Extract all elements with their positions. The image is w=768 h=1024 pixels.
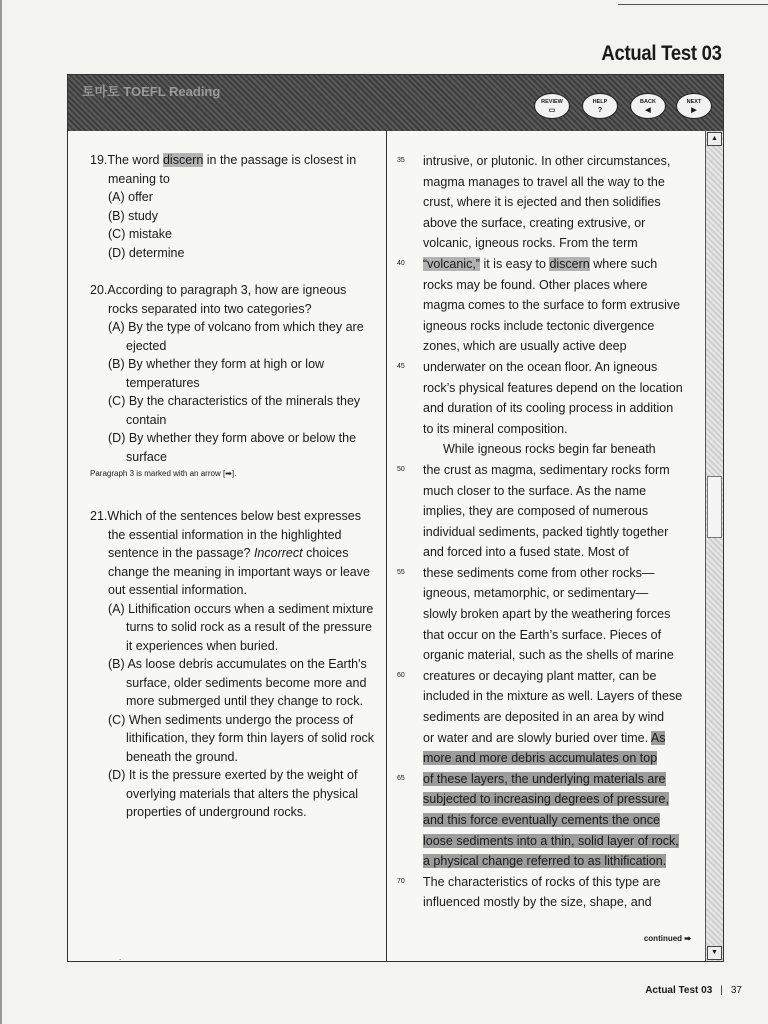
line-number: 60 xyxy=(397,671,405,679)
answer-option-d[interactable]: (D) By whether they form above or below the surface xyxy=(108,431,357,464)
line-text: the crust as magma, sedimentary rocks form xyxy=(423,462,670,477)
stem-text: The word xyxy=(107,153,163,167)
line-text: igneous rocks include tectonic divergence xyxy=(423,318,655,333)
line-number: 45 xyxy=(397,362,405,370)
passage-line xyxy=(387,645,705,666)
stray-dot: . xyxy=(119,953,122,962)
passage-line xyxy=(387,378,705,399)
line-text: to its mineral composition. xyxy=(423,421,568,436)
passage-line xyxy=(387,583,705,604)
line-text: organic material, such as the shells of marine xyxy=(423,648,674,663)
line-text: rock’s physical features depend on the location xyxy=(423,380,683,395)
question-stem xyxy=(90,151,376,188)
passage-line xyxy=(387,892,705,913)
answer-option-d[interactable]: (D) It is the pressure exerted by the weight of overlying materials that alters the physical properties of underground rocks. xyxy=(108,768,359,819)
scroll-down-icon[interactable]: ▼ xyxy=(707,946,722,960)
line-number: 65 xyxy=(397,774,405,782)
highlighted-sentence: more and more debris accumulates on top xyxy=(423,751,658,766)
passage-line xyxy=(387,686,705,707)
passage-line xyxy=(387,522,705,543)
passage-line xyxy=(387,192,705,213)
passage-line xyxy=(387,789,705,810)
paragraph-note: Paragraph 3 is marked with an arrow [➡]. xyxy=(90,469,237,478)
brand-logo: 토마토 TOEFL Reading xyxy=(82,84,221,99)
passage-line xyxy=(387,460,705,481)
line-text: these sediments come from other rocks— xyxy=(423,565,655,580)
test-window xyxy=(67,74,724,962)
answer-option-c[interactable]: (C) By the characteristics of the minerals they contain xyxy=(108,394,361,427)
answer-option-a[interactable]: (A) Lithification occurs when a sediment mixture turns to solid rock as a result of the pressure it experiences when buried. xyxy=(108,601,374,653)
help-icon: ? xyxy=(597,107,603,114)
passage-line xyxy=(387,172,705,193)
next-arrow-icon: ▶ xyxy=(691,107,697,114)
help-label: HELP xyxy=(592,99,608,105)
passage-line xyxy=(387,233,705,254)
scrollbar-thumb[interactable] xyxy=(707,476,722,538)
highlighted-term: discern xyxy=(549,256,590,271)
passage-line xyxy=(387,542,705,563)
highlighted-sentence: a physical change referred to as lithification. xyxy=(423,854,667,869)
review-icon: ▭ xyxy=(548,107,556,114)
answer-option-d[interactable]: (D) determine xyxy=(108,245,185,260)
question-panel xyxy=(68,131,387,961)
passage-line xyxy=(387,439,705,460)
question-20 xyxy=(90,281,376,480)
line-text: influenced mostly by the size, shape, and xyxy=(423,895,652,910)
line-number: 70 xyxy=(397,877,405,885)
line-text: The characteristics of rocks of this type are xyxy=(423,874,661,889)
line-text: crust, where it is ejected and then solidifies xyxy=(423,195,661,210)
back-button[interactable] xyxy=(630,93,666,119)
question-stem xyxy=(90,281,376,318)
passage-line xyxy=(387,604,705,625)
answer-option-c[interactable]: (C) When sediments undergo the process of lithification, they form thin layers of solid rock beneath the ground. xyxy=(108,712,375,764)
line-text: slowly broken apart by the weathering forces xyxy=(423,607,671,622)
passage-line xyxy=(387,769,705,790)
line-text: where such xyxy=(589,256,658,271)
line-text: individual sediments, packed tightly together xyxy=(423,524,669,539)
line-text: creatures or decaying plant matter, can be xyxy=(423,668,657,683)
line-text: While igneous rocks begin far beneath xyxy=(443,442,656,457)
line-text: igneous, metamorphic, or sedimentary— xyxy=(423,586,649,601)
line-text: much closer to the surface. As the name xyxy=(423,483,647,498)
line-number: 55 xyxy=(397,568,405,576)
passage-line xyxy=(387,481,705,502)
highlighted-sentence: of these layers, the underlying materials are xyxy=(423,771,666,786)
answer-option-a[interactable]: (A) offer xyxy=(108,190,153,204)
line-number: 35 xyxy=(397,157,405,164)
passage-line xyxy=(387,357,705,378)
passage-panel xyxy=(387,131,705,961)
line-text: volcanic, igneous rocks. From the term xyxy=(423,236,638,251)
line-text: above the surface, creating extrusive, or xyxy=(423,215,646,230)
stem-text: choices change the meaning in important ways or leave out essential information. xyxy=(108,546,370,597)
passage-line xyxy=(387,336,705,357)
highlighted-sentence: As xyxy=(650,730,666,745)
passage-line xyxy=(387,872,705,893)
highlighted-word: discern xyxy=(162,153,204,167)
highlighted-term: “volcanic,” xyxy=(423,256,480,271)
line-text: that occur on the Earth’s surface. Pieces of xyxy=(423,627,662,642)
passage-line xyxy=(387,851,705,872)
question-21 xyxy=(90,507,376,822)
back-arrow-icon: ◀ xyxy=(645,107,651,114)
passage-line xyxy=(387,254,705,275)
passage-line xyxy=(387,295,705,316)
page-title: Actual Test 03 xyxy=(601,42,722,65)
line-text: underwater on the ocean floor. An igneous xyxy=(423,359,658,374)
passage-text xyxy=(387,151,705,913)
passage-line xyxy=(387,419,705,440)
question-19 xyxy=(90,151,376,262)
line-text: and forced into a fused state. Most of xyxy=(423,545,629,560)
help-button[interactable] xyxy=(582,93,618,119)
review-label: REVIEW xyxy=(541,99,563,105)
line-text: rocks may be found. Other places where xyxy=(423,277,648,292)
line-text: magma comes to the surface to form extrusive xyxy=(423,298,681,313)
passage-line xyxy=(387,563,705,584)
line-number: 40 xyxy=(397,259,405,267)
answer-option-a[interactable]: (A) By the type of volcano from which they are ejected xyxy=(108,320,364,353)
line-text: included in the mixture as well. Layers of these xyxy=(423,689,683,704)
question-stem xyxy=(90,507,376,600)
question-number: 19. xyxy=(90,153,108,167)
highlighted-sentence: loose sediments into a thin, solid layer of rock, xyxy=(423,833,679,848)
passage-line xyxy=(387,707,705,728)
answer-option-b[interactable]: (B) By whether they form at high or low temperatures xyxy=(108,357,325,390)
stem-text: According to paragraph 3, how are igneous rocks separated into two categories? xyxy=(107,283,347,316)
next-button[interactable] xyxy=(676,93,712,119)
passage-line xyxy=(387,831,705,852)
footer-separator: | xyxy=(720,985,723,996)
page-number: 37 xyxy=(730,985,742,996)
passage-line xyxy=(387,810,705,831)
line-text: implies, they are composed of numerous xyxy=(423,504,649,519)
line-text: or water and are slowly buried over time. xyxy=(423,730,651,745)
line-number: 50 xyxy=(397,465,405,473)
question-number: 20. xyxy=(90,283,108,297)
answer-option-c[interactable]: (C) mistake xyxy=(108,227,172,241)
answer-option-b[interactable]: (B) As loose debris accumulates on the Earth's surface, older sediments become more and more submerged until they change to rock. xyxy=(108,657,367,708)
passage-line xyxy=(387,213,705,234)
page-footer xyxy=(645,985,742,996)
passage-line xyxy=(387,625,705,646)
passage-line xyxy=(387,501,705,522)
passage-line xyxy=(387,151,705,172)
passage-line xyxy=(387,316,705,337)
passage-line xyxy=(387,748,705,769)
back-label: BACK xyxy=(640,99,656,105)
line-text: intrusive, or plutonic. In other circumstances, xyxy=(423,154,671,168)
header-rule xyxy=(618,4,768,5)
continued-label: continued ➡ xyxy=(643,934,691,943)
highlighted-sentence: subjected to increasing degrees of pressure, xyxy=(423,792,669,807)
line-text: sediments are deposited in an area by wind xyxy=(423,710,665,725)
next-label: NEXT xyxy=(686,99,702,105)
review-button[interactable] xyxy=(534,93,570,119)
passage-line xyxy=(387,275,705,296)
page-edge xyxy=(0,0,2,1024)
line-text: it is easy to xyxy=(479,256,550,271)
stem-text: Which of the sentences below best expresses the essential information in the highlighted sentence in the passage? xyxy=(107,509,361,560)
passage-line xyxy=(387,398,705,419)
footer-test-name: Actual Test 03 xyxy=(645,985,713,996)
passage-scrollbar[interactable] xyxy=(705,131,723,961)
stem-emphasis: Incorrect xyxy=(253,546,303,560)
passage-line xyxy=(387,728,705,749)
line-text: magma manages to travel all the way to the xyxy=(423,174,665,189)
scroll-up-icon[interactable]: ▲ xyxy=(707,132,722,146)
highlighted-sentence: and this force eventually cements the once xyxy=(423,813,660,827)
line-text: zones, which are usually active deep xyxy=(423,339,627,354)
passage-line xyxy=(387,666,705,687)
stem-text: in the passage is closest in meaning to xyxy=(108,153,357,186)
answer-option-b[interactable]: (B) study xyxy=(108,208,159,223)
toolbar xyxy=(68,75,723,131)
question-number: 21. xyxy=(90,509,108,523)
line-text: and duration of its cooling process in addition xyxy=(423,401,674,416)
